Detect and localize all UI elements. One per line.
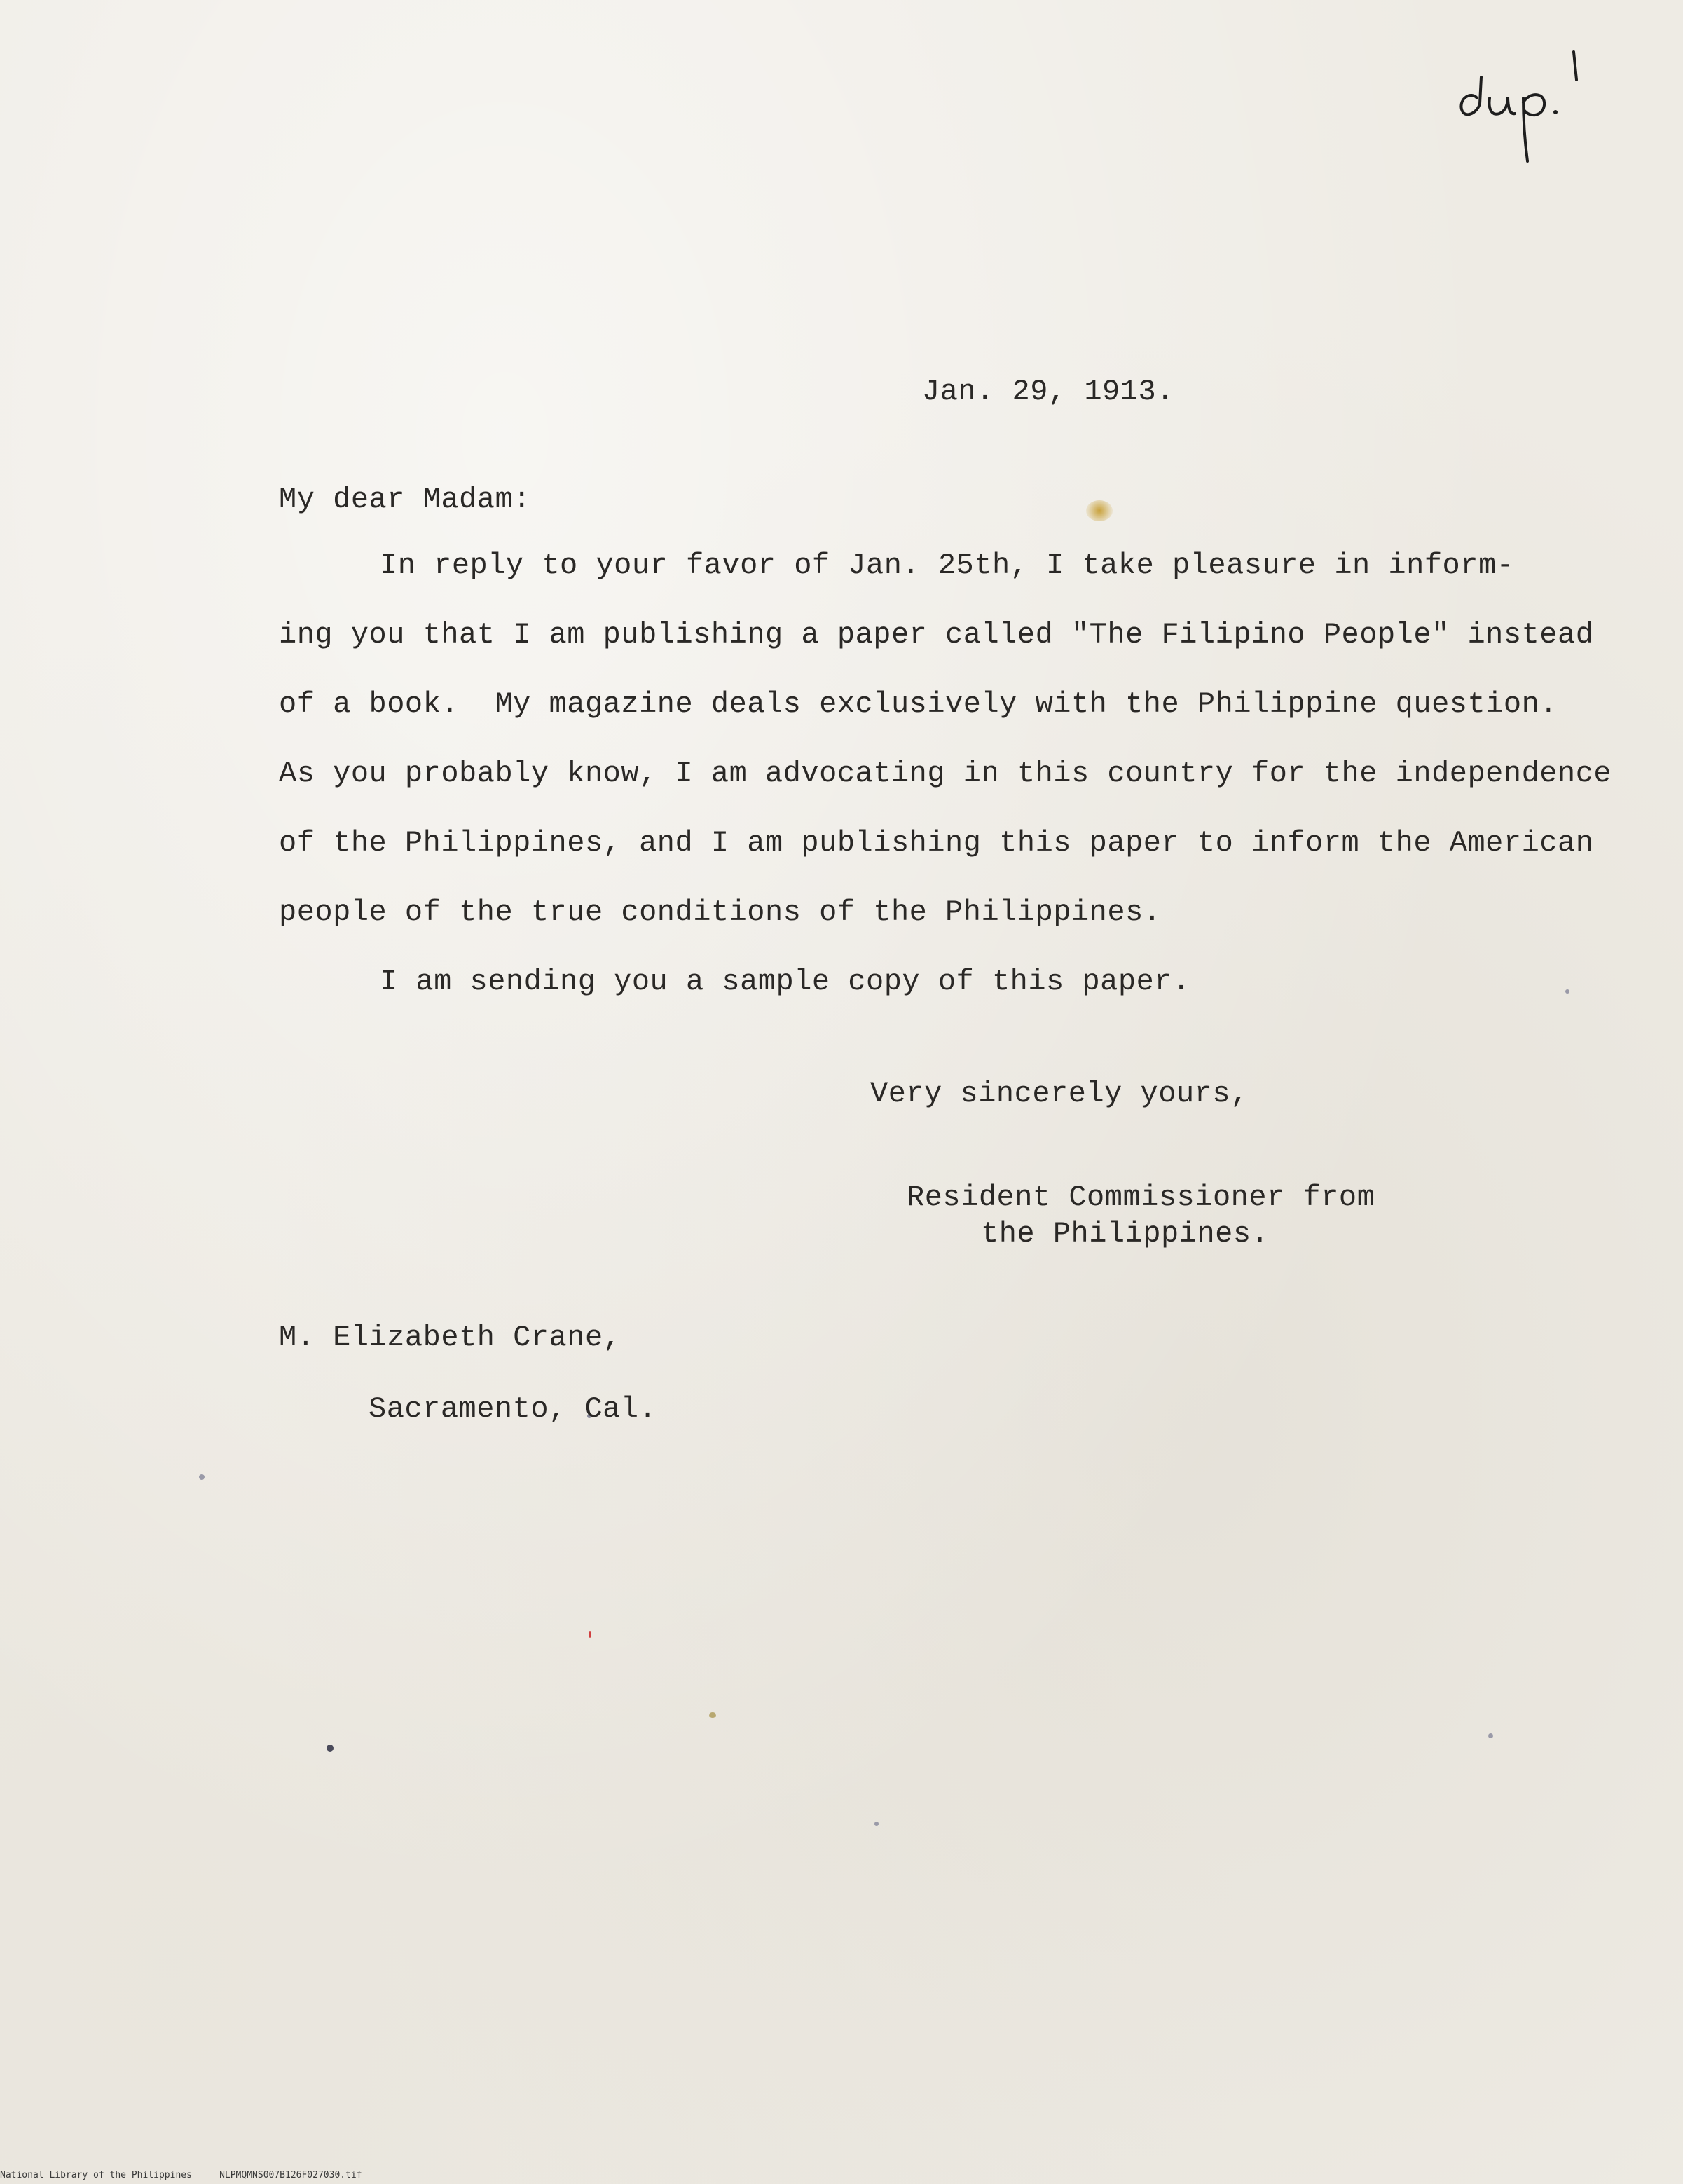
body-line: As you probably know, I am advocating in this country for the independence — [279, 757, 1612, 790]
paper-speck — [327, 1745, 334, 1752]
body-line: ing you that I am publishing a paper called "The Filipino People" instead — [279, 618, 1594, 652]
recipient-name: M. Elizabeth Crane, — [279, 1321, 621, 1354]
letter-date: Jan. 29, 1913. — [922, 375, 1174, 408]
letter-body — [279, 548, 1624, 1033]
signer-title-line: the Philippines. — [981, 1217, 1270, 1251]
paper-stain — [1086, 500, 1113, 521]
footer-library: National Library of the Philippines — [0, 2170, 192, 2180]
body-line: people of the true conditions of the Philippines. — [279, 895, 1162, 929]
archive-footer — [0, 2170, 362, 2181]
signer-title-line: Resident Commissioner from — [907, 1181, 1375, 1214]
paper-speck — [709, 1712, 716, 1718]
paper-speck — [1488, 1733, 1493, 1738]
body-line: of the Philippines, and I am publishing this paper to inform the American — [279, 826, 1594, 860]
footer-filename: NLPMQMNS007B126F027030.tif — [219, 2170, 362, 2180]
body-line: I am sending you a sample copy of this paper. — [380, 965, 1190, 998]
paper-speck — [874, 1822, 879, 1826]
paper-speck — [589, 1631, 591, 1638]
salutation: My dear Madam: — [279, 483, 531, 516]
body-line: of a book. My magazine deals exclusively with the Philippine question. — [279, 687, 1558, 721]
body-line: In reply to your favor of Jan. 25th, I take pleasure in inform- — [380, 549, 1515, 582]
handwritten-note — [1450, 49, 1584, 175]
paper-speck — [199, 1474, 205, 1480]
recipient-address: Sacramento, Cal. — [369, 1392, 657, 1426]
footer-gap — [192, 2170, 219, 2180]
complimentary-closing: Very sincerely yours, — [870, 1077, 1249, 1111]
